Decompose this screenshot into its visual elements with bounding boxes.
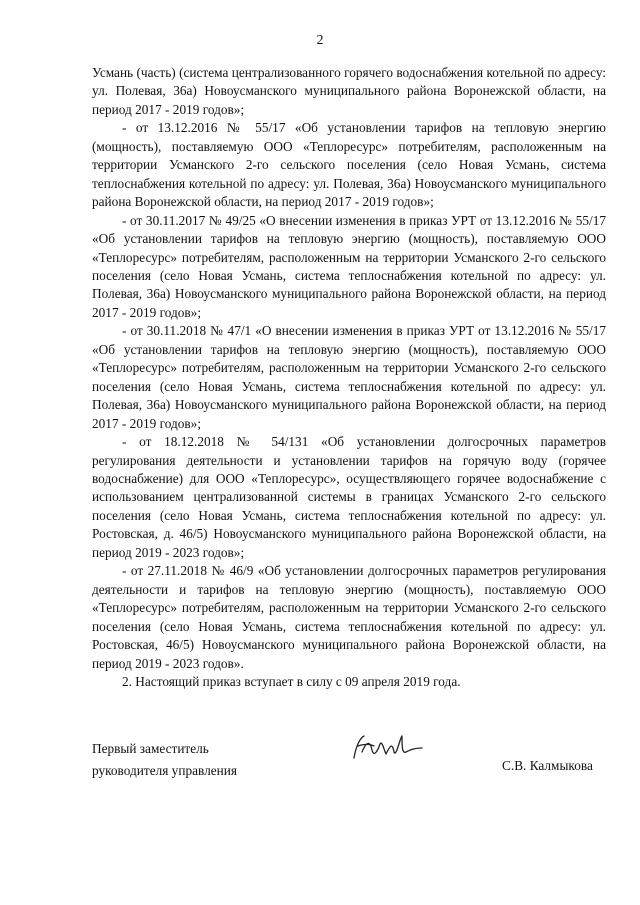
paragraph: - от 18.12.2018 № 54/131 «Об установлении долгосрочных параметров регулирования деятельности и установлении тарифов на горячую воду (горячее водоснабжение) для ООО «Теплоресурс», осуществляющего горячее водоснабжение с использованием централизованной системы в границах Усманского 2-го сельского поселения (село Новая Усмань, система теплоснабжения котельной по адресу: ул. Ростовская, д. 46/5) Новоусманского муниципального района Воронежской области, на период 2019 - 2023 годов»; (92, 434, 606, 560)
paragraph: - от 13.12.2016 № 55/17 «Об установлении тарифов на тепловую энергию (мощность), поставляемую ООО «Теплоресурс» потребителям, расположенным на территории Усманского 2-го сельского поселения (село Новая Усмань, система теплоснабжения котельной по адресу: ул. Полевая, 36а) Новоусманского муниципального района Воронежской области, на период 2017 - 2019 годов»; (92, 120, 606, 210)
handwritten-signature (348, 728, 424, 768)
paragraph: 2. Настоящий приказ вступает в силу с 09 апреля 2019 года. (122, 673, 461, 689)
signatory-position-line: Первый заместитель (92, 741, 209, 756)
paragraph: - от 30.11.2017 № 49/25 «О внесении изменения в приказ УРТ от 13.12.2016 № 55/17 «Об установлении тарифов на тепловую энергию (мощность), поставляемую ООО «Теплоресурс» потребителям, расположенным на территории Усманского 2-го сельского поселения (село Новая Усмань, система теплоснабжения котельной по адресу: ул. Полевая, 36а) Новоусманского муниципального района Воронежской области, на период 2017 - 2019 годов»; (92, 212, 606, 320)
signatory-position (92, 738, 237, 782)
paragraph: - от 27.11.2018 № 46/9 «Об установлении долгосрочных параметров регулирования деятельности и тарифов на тепловую энергию (мощность), поставляемую ООО «Теплоресурс» потребителям, расположенным на территории Усманского 2-го сельского поселения (село Новая Усмань, система теплоснабжения котельной по адресу: ул. Ростовская, 46/5) Новоусманского муниципального района Воронежской области, на период 2019 - 2023 годов». (92, 563, 606, 671)
paragraph: - от 30.11.2018 № 47/1 «О внесении изменения в приказ УРТ от 13.12.2016 № 55/17 «Об установлении тарифов на тепловую энергию (мощность), поставляемую ООО «Теплоресурс» потребителям, расположенным на территории Усманского 2-го сельского поселения (село Новая Усмань, система теплоснабжения котельной по адресу: ул. Полевая, 36а) Новоусманского муниципального района Воронежской области, на период 2017 - 2019 годов»; (92, 323, 606, 431)
signatory-position-line: руководителя управления (92, 763, 237, 778)
document-body (92, 64, 606, 691)
signatory-name: С.В. Калмыкова (502, 758, 593, 773)
page-number: 2 (316, 33, 324, 48)
paragraph: Усмань (часть) (система централизованного горячего водоснабжения котельной по адресу: ул. Полевая, 36а) Новоусманского муниципального района Воронежской области, на период 2017 - 2019 годов»; (92, 65, 606, 117)
